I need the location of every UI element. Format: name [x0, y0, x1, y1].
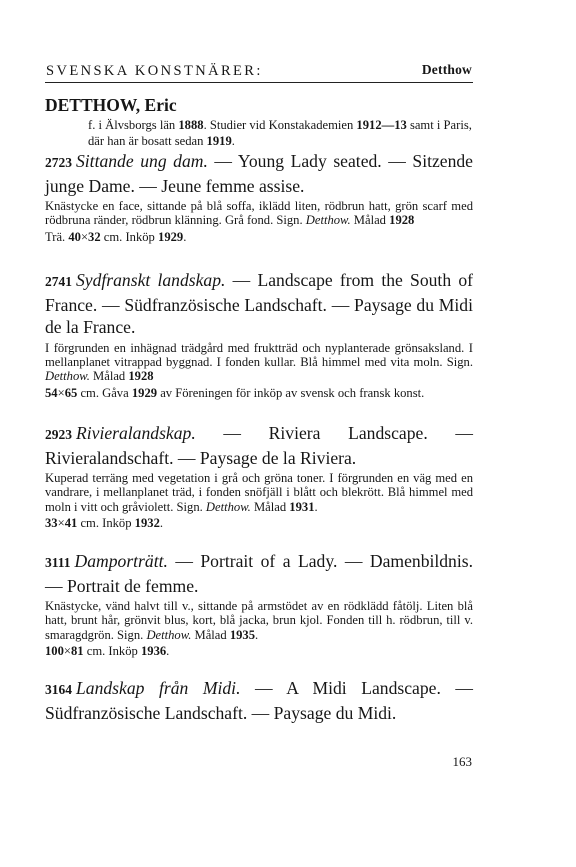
entry-title-swedish: Rivieralandskap. [76, 423, 196, 443]
entry-title-translations: — A Midi Landscape. — Südfranzösische Landschaft. — Paysage du Midi. [45, 678, 473, 723]
entry-title-swedish: Sittande ung dam. [76, 151, 208, 171]
entry-title [45, 150, 473, 197]
catalog-entry [45, 422, 473, 530]
artist-bio: f. i Älvsborgs län 1888. Studier vid Konstakademien 1912—13 samt i Paris, där han är bosatt sedan 1919. [88, 118, 472, 148]
header-rule [45, 82, 473, 83]
catalog-entry [45, 150, 473, 244]
entry-description: I förgrunden en inhägnad trädgård med fruktträd och nyplanterade grönsaksland. I mellanplanet vitrappad byggnad. I fonden kullar. Blå himmel med vita moln. Sign. Detthow. Målad 1928 [45, 340, 473, 384]
entry-details: Trä. 40×32 cm. Inköp 1929. [45, 229, 187, 244]
catalog-entry [45, 269, 473, 400]
entry-number: 3111 [45, 555, 71, 570]
entry-title [45, 550, 473, 597]
artist-name: DETTHOW, Eric [45, 95, 177, 115]
entry-title-swedish: Landskap från Midi. [76, 678, 241, 698]
entry-title-swedish: Damporträtt. [74, 551, 168, 571]
entry-description: Kuperad terräng med vegetation i grå och gröna toner. I förgrunden en väg med en vandrare, i mellanplanet träd, i fonden snöfjäll i blått och blekrött. Blå himmel med moln i vitt och gråviolett. Sign. Detthow. Målad 1931. [45, 471, 473, 514]
entry-number: 2923 [45, 427, 72, 442]
entry-number: 2741 [45, 274, 72, 289]
entry-details: 33×41 cm. Inköp 1932. [45, 516, 164, 531]
entry-title [45, 677, 473, 724]
running-head-artist: Detthow [421, 62, 472, 77]
entry-details: 100×81 cm. Inköp 1936. [45, 644, 170, 659]
catalog-entry [45, 677, 473, 724]
entry-description: Knästycke en face, sittande på blå soffa, iklädd liten, rödbrun hatt, grön scarf med rödbruna ränder, rödbrun klänning. Grå fond. Sign. Detthow. Målad 1928 [45, 199, 473, 228]
entry-description: Knästycke, vänd halvt till v., sittande på armstödet av en rödklädd fåtölj. Liten blå hatt, brunt hår, grönvit blus, kort, blå jacka, brun kjol. Fonden till h. rödbrun, till v. smaragdgrön. Sign. Detthow. Målad 1935. [45, 599, 473, 642]
entry-title-translations: — Riviera Landscape. — Rivieralandschaft. — Paysage de la Riviera. [45, 423, 473, 468]
entry-number: 2723 [45, 155, 72, 170]
entry-title-translations: — Portrait of a Lady. — Damenbildnis. — Portrait de femme. [45, 551, 473, 596]
entry-title [45, 422, 473, 469]
entry-title-translations: — Young Lady seated. — Sitzende junge Dame. — Jeune femme assise. [45, 151, 473, 196]
running-head: SVENSKA KONSTNÄRER: [46, 63, 263, 79]
catalog-entry [45, 550, 473, 658]
entry-title-translations: — Landscape from the South of France. — Südfranzösische Landschaft. — Paysage du Midi de la France. [45, 270, 473, 338]
entry-details: 54×65 cm. Gåva 1929 av Föreningen för inköp av svensk och fransk konst. [45, 385, 425, 400]
entry-title-swedish: Sydfranskt landskap. [76, 270, 226, 290]
page-number: 163 [452, 754, 472, 769]
entry-number: 3164 [45, 682, 72, 697]
entry-title [45, 269, 473, 339]
